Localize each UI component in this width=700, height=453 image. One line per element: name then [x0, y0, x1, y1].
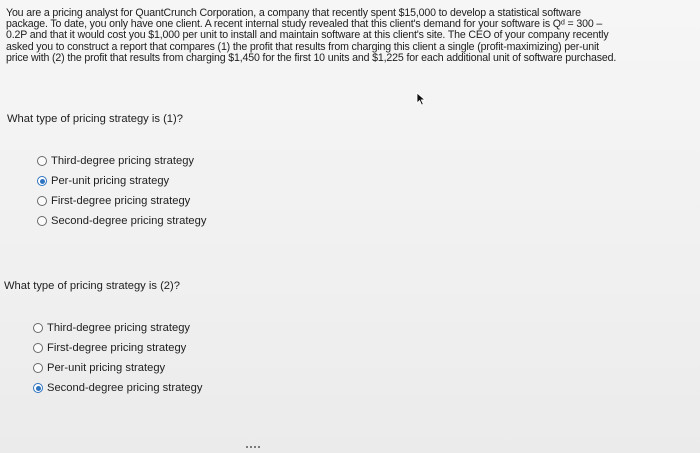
question-2-options: [33, 318, 202, 398]
problem-line: asked you to construct a report that compares (1) the profit that results from charging this client a single (profit-maximizing) per-unit: [6, 40, 599, 53]
problem-line: You are a pricing analyst for QuantCrunch Corporation, a company that recently spent $15,000 to develop a statistical software: [6, 7, 581, 19]
q1-option-per-unit[interactable]: [37, 171, 206, 191]
option-label: Per-unit pricing strategy: [51, 175, 170, 187]
option-label: First-degree pricing strategy: [51, 195, 191, 207]
radio-button[interactable]: [37, 216, 47, 226]
problem-statement: [6, 8, 694, 64]
q2-option-first-degree[interactable]: [33, 338, 202, 358]
radio-button[interactable]: [33, 343, 43, 353]
q1-option-first-degree[interactable]: [37, 191, 206, 211]
radio-button[interactable]: [33, 363, 43, 373]
q2-option-third-degree[interactable]: [33, 318, 202, 338]
q2-option-per-unit[interactable]: [33, 358, 202, 378]
option-label: Second-degree pricing strategy: [47, 382, 203, 394]
q1-option-third-degree[interactable]: [37, 151, 206, 171]
radio-button[interactable]: [33, 323, 43, 333]
problem-line: package. To date, you only have one client. A recent internal study revealed that this client's demand for your software is Qᵈ = 300 –: [6, 18, 603, 31]
option-label: Third-degree pricing strategy: [47, 322, 191, 334]
question-1-prompt: What type of pricing strategy is (1)?: [7, 113, 183, 125]
option-label: First-degree pricing strategy: [47, 342, 187, 354]
option-label: Third-degree pricing strategy: [51, 155, 195, 167]
q1-option-second-degree[interactable]: [37, 211, 206, 231]
option-label: Second-degree pricing strategy: [51, 215, 207, 227]
radio-button-selected[interactable]: [33, 383, 43, 393]
question-2-prompt: What type of pricing strategy is (2)?: [4, 280, 180, 292]
q2-option-second-degree[interactable]: [33, 378, 202, 398]
radio-button[interactable]: [37, 196, 47, 206]
problem-line: price with (2) the profit that results from charging $1,450 for the first 10 units and $1,225 for each additional unit of software purchased.: [6, 51, 617, 64]
radio-button-selected[interactable]: [37, 176, 47, 186]
radio-button[interactable]: [37, 156, 47, 166]
question-1-options: [37, 151, 206, 231]
problem-line: 0.2P and that it would cost you $1,000 per unit to install and maintain software at this client's site. The CEO of your company recently: [6, 29, 609, 42]
loading-dots: [246, 446, 260, 450]
option-label: Per-unit pricing strategy: [47, 362, 166, 374]
